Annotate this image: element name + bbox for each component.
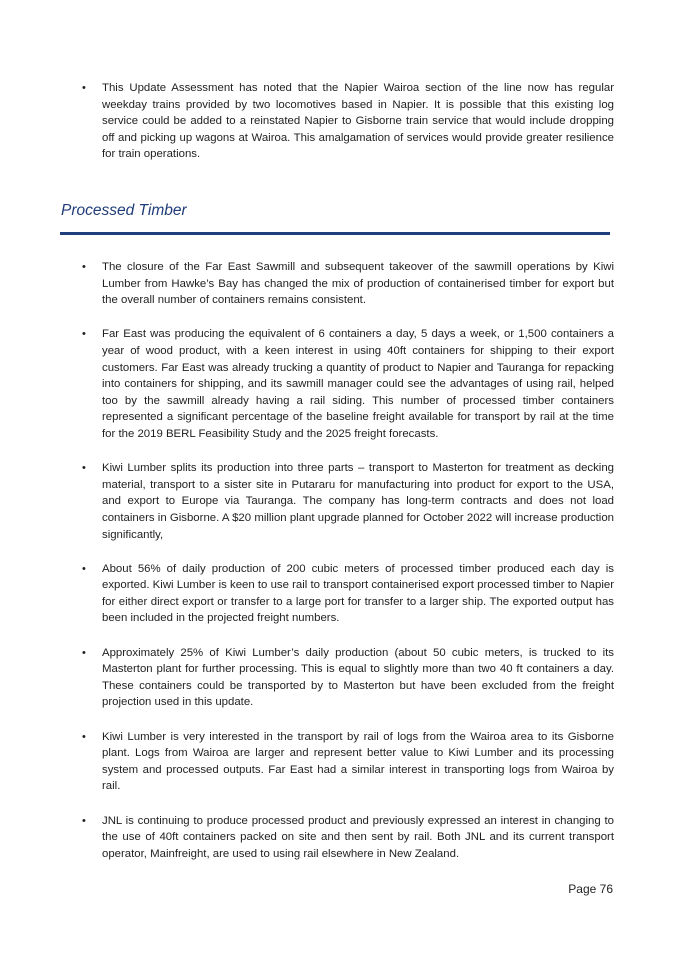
intro-bullet-list [82,80,614,181]
section-title: Processed Timber [61,202,187,219]
list-item [82,729,614,795]
list-item [82,326,614,442]
bullet-text: Kiwi Lumber is very interested in the transport by rail of logs from the Wairoa area to its Gisborne plant. Logs from Wairoa are larger and represent better value to Kiwi Lumber and its processing system and processed outputs. Far East had a similar interest in transporting logs from Wairoa by rail. [102,730,614,793]
list-item [82,645,614,711]
bullet-icon: • [82,646,86,659]
list-item [82,259,614,309]
list-item [82,561,614,627]
processed-timber-bullet-list [82,259,614,880]
bullet-text: Kiwi Lumber splits its production into three parts – transport to Masterton for treatment as decking material, transport to a sister site in Putararu for manufacturing into product for export to the USA, and export to Europe via Tauranga. The company has long-term contracts and does not load containers in Gisborne. A $20 million plant upgrade planned for October 2022 will increase production significantly, [102,462,614,541]
bullet-icon: • [82,814,86,827]
bullet-text: About 56% of daily production of 200 cubic meters of processed timber produced each day is exported. Kiwi Lumber is keen to use rail to transport containerised export processed timber to Napier for either direct export or transfer to a large port for transfer to a larger ship. The exported output has been included in the projected freight numbers. [102,562,614,625]
bullet-icon: • [82,562,86,575]
list-item [82,460,614,543]
bullet-text: Approximately 25% of Kiwi Lumber’s daily production (about 50 cubic meters, is trucked to its Masterton plant for further processing. This is equal to slightly more than two 40 ft containers a day. These containers could be transported by to Masterton but have been excluded from the freight projection used in this update. [102,646,614,709]
bullet-text: The closure of the Far East Sawmill and subsequent takeover of the sawmill operations by Kiwi Lumber from Hawke’s Bay has changed the mix of production of containerised timber for export but the overall number of containers remains consistent. [102,261,614,307]
list-item [82,80,614,163]
list-item [82,813,614,863]
bullet-text: This Update Assessment has noted that the Napier Wairoa section of the line now has regular weekday trains provided by two locomotives based in Napier. It is possible that this existing log service could be added to a reinstated Napier to Gisborne train service that would include dropping off and picking up wagons at Wairoa. This amalgamation of services would provide greater resilience for train operations. [102,82,614,161]
bullet-icon: • [82,82,86,94]
bullet-text: JNL is continuing to produce processed product and previously expressed an interest in changing to the use of 40ft containers packed on site and then sent by rail. Both JNL and its current transport operator, Mainfreight, are used to using rail elsewhere in New Zealand. [102,814,614,860]
bullet-icon: • [82,462,86,475]
bullet-text: Far East was producing the equivalent of 6 containers a day, 5 days a week, or 1,500 containers a year of wood product, with a keen interest in using 40ft containers for shipping to their export customers. Far East was already trucking a quantity of product to Napier and Tauranga for repacking into containers for shipping, and its sawmill manager could see the advantages of using rail, helped too by the sawmill already having a rail siding. This number of processed timber containers represented a significant percentage of the baseline freight available for transport by rail at the time for the 2019 BERL Feasibility Study and the 2025 freight forecasts. [102,328,614,440]
page-number: Page 76 [568,882,613,896]
bullet-icon: • [82,261,86,273]
bullet-icon: • [82,730,86,743]
bullet-icon: • [82,328,86,341]
section-divider [60,232,610,235]
